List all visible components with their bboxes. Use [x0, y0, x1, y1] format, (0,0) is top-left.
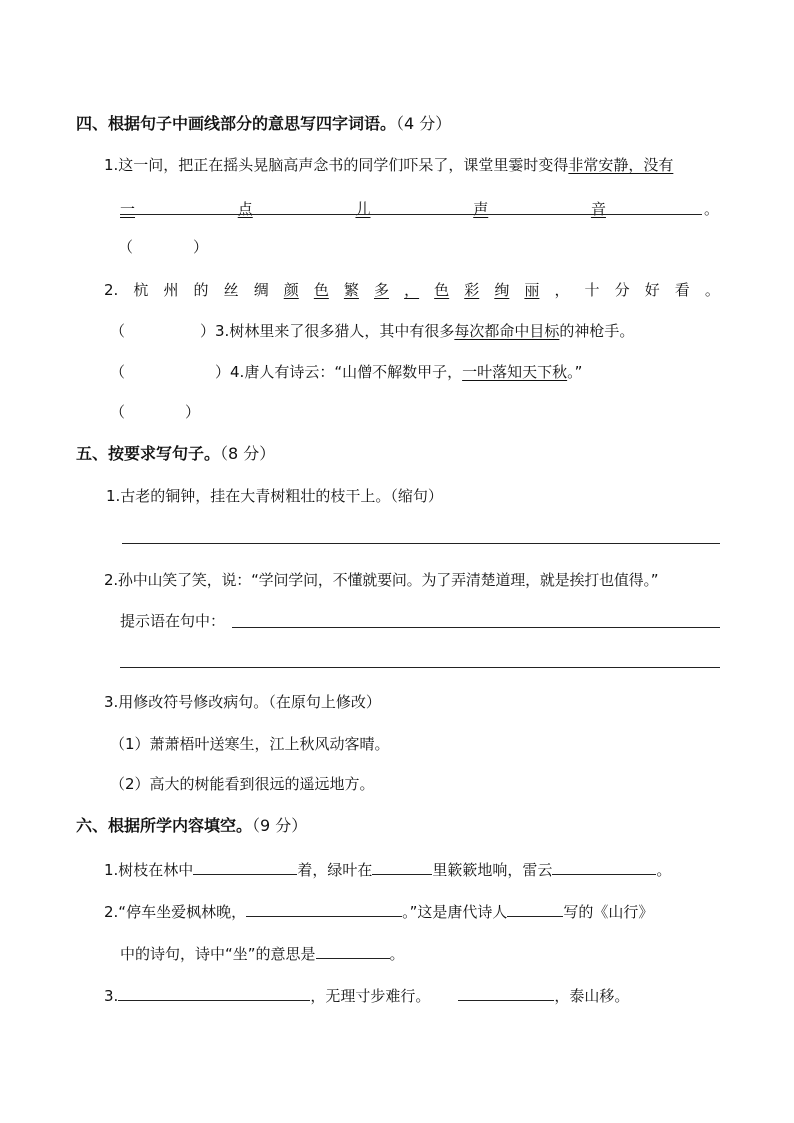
- q6-1-b: 着，绿叶在: [297, 861, 373, 879]
- q4-2-c17: 分: [614, 281, 630, 299]
- q6-2-line2-b: 。: [389, 945, 405, 963]
- q4-2-c16: 十: [584, 281, 600, 299]
- q4-2-c10: ，: [404, 281, 420, 299]
- q6-2-a: 2.“停车坐爱枫林晚，: [104, 903, 247, 921]
- section4-heading: [76, 114, 451, 134]
- section5-title: 五、按要求写句子。: [76, 444, 221, 463]
- q6-2-line2-a: 中的诗句，诗中“坐”的意思是: [120, 945, 316, 963]
- q4-3-post: 的神枪手。: [559, 322, 635, 340]
- section4-title: 四、根据句子中画线部分的意思写四字词语。: [76, 114, 397, 133]
- q4-4-text: 4.唐人有诗云：“山僧不解数甲子，: [230, 363, 463, 381]
- q5-2-answer-line-1[interactable]: [232, 627, 720, 628]
- q4-2-c20: 。: [704, 281, 720, 299]
- q6-3: [104, 984, 629, 1006]
- q4-1-char-5: 音: [590, 200, 606, 218]
- q6-3-blank-2[interactable]: [458, 984, 554, 1001]
- q4-1-underline-rule: [120, 214, 702, 215]
- q4-2-line: [104, 280, 720, 300]
- q4-2-c9: 多: [374, 281, 390, 299]
- q4-2-c6: 颜: [283, 281, 299, 299]
- q6-2-blank-1[interactable]: [246, 900, 402, 917]
- q4-4-underlined: 一叶落知天下秋: [462, 363, 568, 381]
- q6-1-c: 里簌簌地响，雷云: [432, 861, 553, 879]
- q6-1-blank-2[interactable]: [372, 858, 432, 875]
- q4-1-answer-paren[interactable]: （ ）: [118, 238, 209, 256]
- q5-1: 1.古老的铜钟，挂在大青树粗壮的枝干上。（缩句）: [106, 487, 443, 505]
- q6-2-blank-2[interactable]: [507, 900, 563, 917]
- q6-3-c: ，泰山移。: [554, 987, 630, 1005]
- q4-2-c15: ，: [554, 281, 570, 299]
- q6-1-d: 。: [656, 861, 672, 879]
- q6-3-a: 3.: [104, 987, 119, 1005]
- section6-title: 六、根据所学内容填空。: [76, 816, 253, 835]
- section5-heading: [76, 444, 275, 464]
- q4-2-c11: 色: [434, 281, 450, 299]
- q6-3-b: ，无理寸步难行。: [310, 987, 431, 1005]
- q4-1-end: 。: [704, 200, 720, 218]
- q4-2-c3: 的: [193, 281, 209, 299]
- q4-1-char-4: 声: [473, 200, 489, 218]
- q6-3-blank-1[interactable]: [118, 984, 310, 1001]
- q4-2-c5: 绸: [253, 281, 269, 299]
- q6-2-line2: [120, 942, 405, 964]
- q4-2-c8: 繁: [343, 281, 359, 299]
- q4-1-char-1: 一: [120, 200, 136, 218]
- q6-2-blank-3[interactable]: [316, 942, 390, 959]
- q4-1-char-2: 点: [237, 200, 253, 218]
- q4-2-c13: 绚: [494, 281, 510, 299]
- q4-2-c19: 看: [674, 281, 690, 299]
- q4-1-text: 1.这一问，把正在摇头晃脑高声念书的同学们吓呆了，课堂里霎时变得: [104, 156, 569, 174]
- q4-1-line2: [120, 199, 606, 219]
- q6-1-blank-1[interactable]: [193, 858, 297, 875]
- section5-points: （8 分）: [220, 444, 276, 463]
- q6-1: [104, 858, 671, 880]
- q4-2-c1: 杭: [133, 281, 149, 299]
- q4-4-post: 。”: [567, 363, 583, 381]
- q4-1-line1: [104, 155, 673, 175]
- q4-1-underlined: 非常安静，没有: [568, 156, 674, 174]
- q4-2-c12: 彩: [464, 281, 480, 299]
- q4-3-text: 3.树林里来了很多猎人，其中有很多: [215, 322, 455, 340]
- q5-2-prompt: 提示语在句中：: [120, 612, 226, 630]
- q4-4-line: [110, 362, 582, 382]
- q6-2-b: 。”这是唐代诗人: [402, 903, 508, 921]
- q4-2-c4: 丝: [223, 281, 239, 299]
- q4-3-underlined: 每次都命中目标: [454, 322, 560, 340]
- section6-points: （9 分）: [252, 816, 308, 835]
- q6-2: [104, 900, 653, 922]
- q4-2-c2: 州: [163, 281, 179, 299]
- q6-2-c: 写的《山行》: [563, 903, 654, 921]
- q4-4-answer-paren[interactable]: （ ）: [110, 403, 201, 421]
- q5-2: 2.孙中山笑了笑，说：“学问学问，不懂就要问。为了弄清楚道理，就是挨打也值得。”: [104, 571, 659, 589]
- q4-2-num: 2.: [104, 281, 119, 299]
- q4-2-c18: 好: [644, 281, 660, 299]
- q5-3: 3.用修改符号修改病句。（在原句上修改）: [104, 693, 381, 711]
- q5-3-1: （1）萧萧梧叶送寒生，江上秋风动客晴。: [110, 735, 390, 753]
- q4-2-c14: 丽: [524, 281, 540, 299]
- q5-2-answer-line-2[interactable]: [120, 667, 720, 668]
- q4-2-c7: 色: [313, 281, 329, 299]
- q6-1-blank-3[interactable]: [552, 858, 656, 875]
- q4-3-answer-paren[interactable]: （ ）: [110, 363, 231, 381]
- q4-1-char-3: 儿: [355, 200, 371, 218]
- section6-heading: [76, 816, 307, 836]
- q5-1-answer-line[interactable]: [122, 543, 720, 544]
- q4-2-answer-paren[interactable]: （ ）: [110, 322, 216, 340]
- q5-3-2: （2）高大的树能看到很远的遥远地方。: [110, 775, 375, 793]
- q4-3-line: [110, 321, 634, 341]
- q6-1-a: 1.树枝在林中: [104, 861, 194, 879]
- section4-points: （4 分）: [396, 114, 452, 133]
